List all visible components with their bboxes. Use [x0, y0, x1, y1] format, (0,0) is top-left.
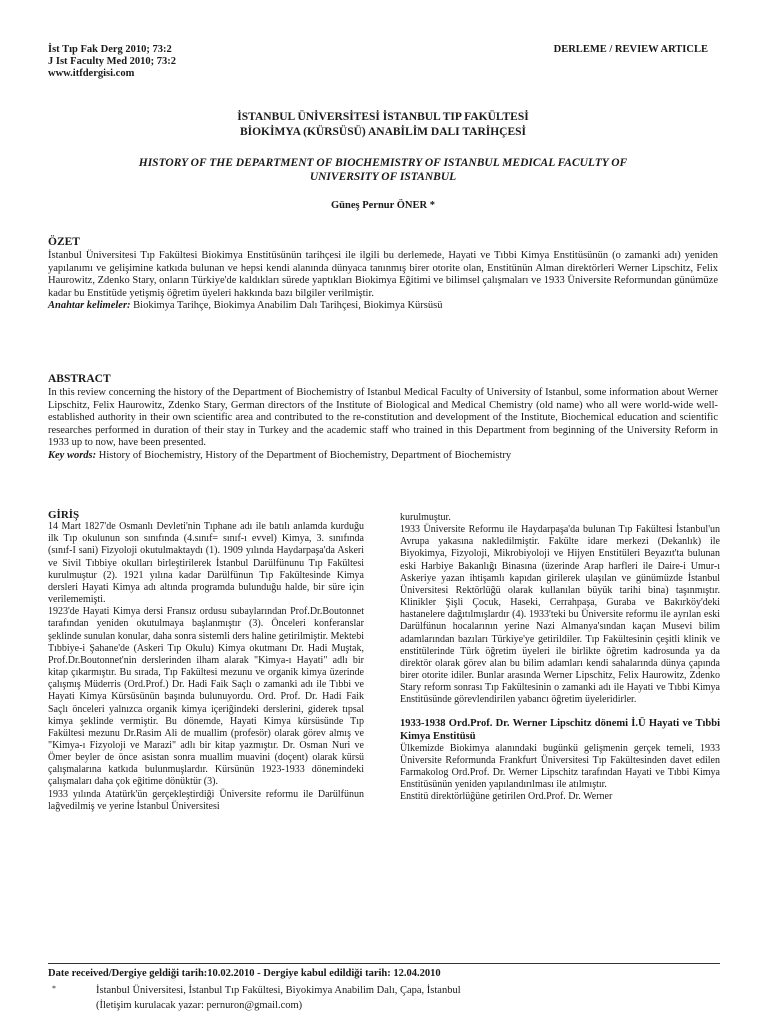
body-paragraph: Enstitü direktörlüğüne getirilen Ord.Prof. Dr. Werner	[400, 791, 613, 803]
abstract-keywords	[48, 450, 718, 463]
journal-citation-tr: İst Tıp Fak Derg 2010; 73:2	[48, 44, 172, 55]
ozet-keywords	[48, 300, 718, 313]
author: Güneş Pernur ÖNER *	[331, 200, 435, 211]
title-en-line2: UNIVERSITY OF ISTANBUL	[309, 171, 457, 183]
journal-header	[48, 44, 176, 80]
ozet-keywords-label: Anahtar kelimeler:	[48, 300, 131, 312]
title-en-line1: HISTORY OF THE DEPARTMENT OF BIOCHEMISTRY OF ISTANBUL MEDICAL FACULTY OF	[138, 157, 628, 169]
body-paragraph: Ülkemizde Biokimya alanındaki bugünkü gelişmenin gerçek temeli, 1933 Üniversite Reformunda Frankfurt Üniversitesi Tıp Fakültesinden davet edilen Farmakolog Ord.Prof. Dr. Werner Lipschitz tarafından Hayati ve Tıbbi Kimya Enstitüsünün yeniden yapılandırılması ile atılmıştır.	[400, 742, 720, 790]
footer-dates: Date received/Dergiye geldiği tarih:10.02.2010 - Dergiye kabul edildiği tarih: 12.04.2010	[48, 968, 441, 979]
title-english	[48, 156, 718, 184]
title-tr-line2: BİOKİMYA (KÜRSÜSÜ) ANABİLİM DALI TARİHÇESİ	[239, 126, 527, 138]
journal-citation-en: J Ist Faculty Med 2010; 73:2	[48, 56, 177, 67]
title-tr-line1: İSTANBUL ÜNİVERSİTESİ İSTANBUL TIP FAKÜLTESİ	[237, 111, 529, 123]
ozet-keywords-value: Biokimya Tarihçe, Biokimya Anabilim Dalı Tarihçesi, Biokimya Kürsüsü	[130, 300, 443, 312]
abstract-keywords-value: History of Biochemistry, History of the Department of Biochemistry, Department of Biochemistry	[96, 449, 512, 461]
ozet-section	[48, 250, 718, 313]
body-column-right	[400, 512, 720, 803]
body-paragraph: 14 Mart 1827'de Osmanlı Devleti'nin Tıphane adı ile batılı anlamda kurduğu ilk Tıp okulunun son sınıfında (4.sınıf= sınıf-ı evvel) Kimya, 3. sınıfında (sınıf-I sani) Fizyoloji okutulmaktaydı (1). 1909 yılında Haydarpaşa'da Askeri ve Sivil Tıbbiye okulları birleştirilerek İstanbul Darülfünunu Tıp Fakültesi kurulmuştur (2). 1921 yılına kadar Darülfünun Tıp Fakültesinde Kimya dersleri Hayati Kimya adı altında programda bulunduğu halde, bir süre için verilememişti.	[48, 521, 364, 606]
footer-divider	[48, 963, 720, 964]
journal-website[interactable]: www.itfdergisi.com	[48, 68, 135, 79]
body-paragraph: 1923'de Hayati Kimya dersi Fransız ordusu subaylarından Prof.Dr.Boutonnet tarafından yeniden okutulmaya başlanmıştır (3). Önceleri konferanslar şeklinde sunulan konular, daha sonra sistemli ders haline getirilmiştir. Mektebi Tıbbiye-i Şahane'de (Askeri Tıp Okulu) Kimya okutmanı Dr. Hadi Muştak, Prof.Dr.Boutonnet'nin derslerinden ilham alarak "Kimya-ı Hayati" adlı bir kitap çıkarmıştır. Bu sırada, Tıp Fakültesi mezunu ve organik kimya üzerinde çalışmış Müderris (Ord.Prof.) Dr. Hadi Faik Saçlı o zamanki adı ile Tıbbi ve Hayati Kimya Kürsüsünün başında bulunuyordu. Ord. Prof. Dr. Hadi Faik Saçlı önceleri yalnızca organik kimya içeriğindeki derslerini, giderek tıpsal kimya şeklinde vermiştir. Bu dönemde, Hayati Kimya kürsüsünde Tıp Fakültesi mezunu Dr.Rasim Ali de muallim (profesör) olarak görev almış ve "Kimya-ı Fizyoloji ve Marazi" adlı bir kitap yazmıştır. Dr. Osman Nuri ve Ömer beyler de önce asistan sonra muallim muavini (doçent) olarak kürsü çalışmalarına katkıda bulunmuşlardır. Kürsünün 1923-1933 dönemindeki çalışmaları daha çok eğitime dönüktür (3).	[48, 606, 364, 788]
ozet-heading: ÖZET	[48, 236, 80, 248]
body-column-left	[48, 509, 364, 813]
abstract-heading: ABSTRACT	[48, 373, 111, 385]
section-subheading: 1933-1938 Ord.Prof. Dr. Werner Lipschitz dönemi İ.Ü Hayati ve Tıbbi Kimya Enstitüsü	[400, 717, 720, 742]
title-turkish	[48, 110, 718, 140]
abstract-keywords-label: Key words:	[48, 449, 97, 461]
abstract-section	[48, 387, 718, 463]
article-type: DERLEME / REVIEW ARTICLE	[553, 44, 708, 55]
body-paragraph: 1933 Üniversite Reformu ile Haydarpaşa'da bulunan Tıp Fakültesi İstanbul'un Avrupa yakasına nakledilmiştir. Fakülte idare merkezi (Dekanlık) ile Biyokimya, Fizyoloji, Mikrobiyoloji ve Hijyen Enstitüleri Beyazıt'ta bulunan eski Harbiye Bakanlığı Binasına (üzerinde Arap harfleri ile Daire-i Umur-ı Askeriye yazan ihtişamlı kapıdan girilerek ulaşılan ve günümüzde İstanbul Üniversitesi Rektörlüğü olarak kullanılan büyük tarihi bina) taşınmıştır. Klinikler Şişli Çocuk, Haseki, Cerrahpaşa, Guraba ve Bakırköy'deki hastanelere dağıtılmışlardır (4). 1933'teki bu Üniversite reformu ile ayrılan eski Darülfünun hocalarının yerine Nazi Almanya'sından kaçan Musevi bilim adamlarından bazıları Türkiye'ye getirildiler. Tıp Fakültesinin çeşitli klinik ve enstitülerinde Türk öğretim üyeleri ile birlikte öğretim kadrosunda ya da direktör olarak görev alan bu bilim adamları kendi sahalarında dünya çapında birer otorite idiler. Bunlar arasında Werner Lipschitz, Felix Haurowitz, Zdenko Stary reform sonrası Tıp Fakültesinin o zamanki adı ile Hayati ve Tıbbi Kimya Enstitüsünde görevlendirilen yabancı öğretim üyeleridirler.	[400, 524, 720, 706]
footer-affiliation: İstanbul Üniversitesi, İstanbul Tıp Fakültesi, Biyokimya Anabilim Dalı, Çapa, İstanbul	[96, 985, 461, 996]
ozet-text: İstanbul Üniversitesi Tıp Fakültesi Biokimya Enstitüsünün tarihçesi ile ilgili bu derlemede, Hayati ve Tıbbi Kimya Enstitüsünün (o zamanki adı) yeniden yapılanımı ve gelişimine katkıda bulunan ve hepsi kendi alanında dünyaca tanınmış birer otorite olan, Enstitünün Alman direktörleri Werner Lipschitz, Felix Haurowitz, Zdenko Stary, onların Türkiye'de kaldıkları sürede yaptıkları Biokimya Eğitimi ve bilimsel çalışmaları ve 1933 Üniversite Reformundan günümüze kadar bu Enstitüde yetişmiş öğretim üyeleri hakkında bazı bilgiler verilmiştir.	[48, 250, 718, 299]
abstract-text: In this review concerning the history of the Department of Biochemistry of Istanbul Medical Faculty of University of Istanbul, some information about Werner Lipschitz, Felix Haurowitz, Zdenko Stary, German directors of the Institute of Biological and Medical Chemistry (old name) who all were world-wide well-established authority in their own scientific area and contributed to the re-constitution and development of the Institute, Biochemical education and scientific researches performed in duration of their stay in Turkey and the academic staff who trained in this Department from beginning of the University Reform in 1933 up to now, have been presented.	[48, 387, 718, 449]
body-paragraph: 1933 yılında Atatürk'ün gerçekleştirdiği Üniversite reformu ile Darülfünun lağvedilmiş ve yerine İstanbul Üniversitesi	[48, 788, 364, 812]
body-paragraph: kurulmuştur.	[400, 512, 451, 523]
footnote-marker: *	[52, 984, 56, 993]
giris-heading: GİRİŞ	[48, 509, 80, 521]
footer-contact: (İletişim kurulacak yazar: pernuron@gmail.com)	[96, 1000, 303, 1011]
